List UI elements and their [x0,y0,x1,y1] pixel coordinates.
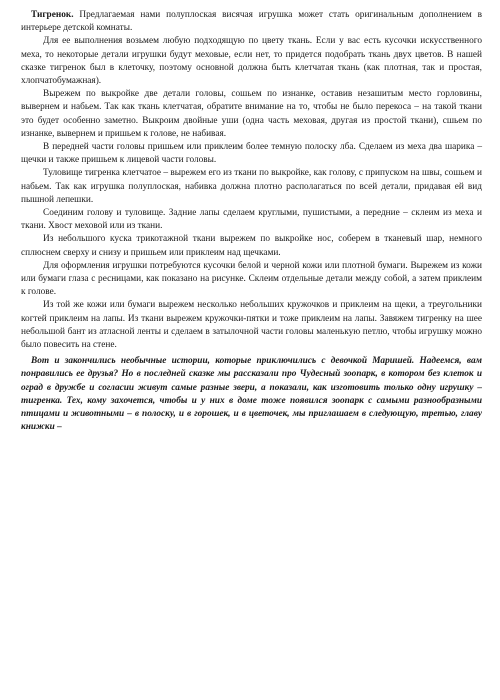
closing-paragraph: Вот и закончились необычные истории, которые приключились с девочкой Маришей. Надеемся, вам понравились ее друзья? Но в последней сказке мы рассказали про Чудесный зоопарк, в котором без клеток и оград в дружбе и согласии живут самые разные звери, а показали, как изготовить только одну игрушку – тигренка. Тех, кому захочется, чтобы и у них в доме тоже появился зоопарк с самыми разнообразными птицами и животными – в полоску, и в горошек, и в цветочек, мы приглашаем в следующую, третью, главу книжки – [21,356,482,433]
body-paragraph: Соединим голову и туловище. Задние лапы сделаем круглыми, пушистыми, а передние – склеим из меха и ткани. Хвост меховой или из ткани. [21,208,482,232]
body-paragraph: Вырежем по выкройке две детали головы, сошьем по изнанке, оставив незашитым место горловины, вывернем и набьем. Так как ткань клетчатая, обратите внимание на то, чтобы не было перекоса – на такой ткани это будет особенно заметно. Выкроим двойные уши (одна часть меховая, другая из простой ткани), сшьем по изнанке, вывернем и пришьем к голове, не набивая. [21,89,482,139]
lead-text: Предлагаемая нами полуплоская висячая игрушка может стать оригинальным дополнением в интерьере детской комнаты. [21,10,482,34]
body-paragraph: В передней части головы пришьем или приклеим более темную полоску лба. Сделаем из меха два шарика – щечки и также пришьем к лицевой части головы. [21,142,482,166]
body-paragraph: Для ее выполнения возьмем любую подходящую по цвету ткань. Если у вас есть кусочки искусственного меха, то некоторые детали игрушки будут меховые, если нет, то придется подобрать ткань двух цветов. В нашей сказке тигренок был в клеточку, поэтому основной должна быть клетчатая ткань (как плотная, так и простая, хлопчатобумажная). [21,36,482,87]
body-paragraph: Туловище тигренка клетчатое – вырежем его из ткани по выкройке, как голову, с припуском на швы, сошьем и набьем. Так как игрушка полуплоская, набивка должна плотно располагаться по всей детали, придавая ей вид пышной лепешки. [21,168,482,205]
intro-paragraph [21,9,482,35]
body-paragraph: Из той же кожи или бумаги вырежем несколько небольших кружочков и приклеим на щеки, а треугольники когтей приклеим на лапы. Из ткани вырежем кружочки-пятки и тоже приклеим на лапы. Завяжем тигренку на шее небольшой бант из атласной ленты и сделаем в затылочной части головы маленькую петлю, чтобы игрушку можно было повесить на стене. [21,300,482,351]
body-paragraph: Из небольшого куска трикотажной ткани вырежем по выкройке нос, соберем в тканевый шар, немного сплюснем сверху и снизу и пришьем или приклеим над щечками. [21,234,482,258]
body-paragraph: Для оформления игрушки потребуются кусочки белой и черной кожи или плотной бумаги. Вырежем из кожи или бумаги глаза с ресницами, как показано на рисунке. Склеим отдельные детали между собой, а затем приклеим к голове. [21,260,482,298]
lead-title: Тигренок. [31,10,74,20]
